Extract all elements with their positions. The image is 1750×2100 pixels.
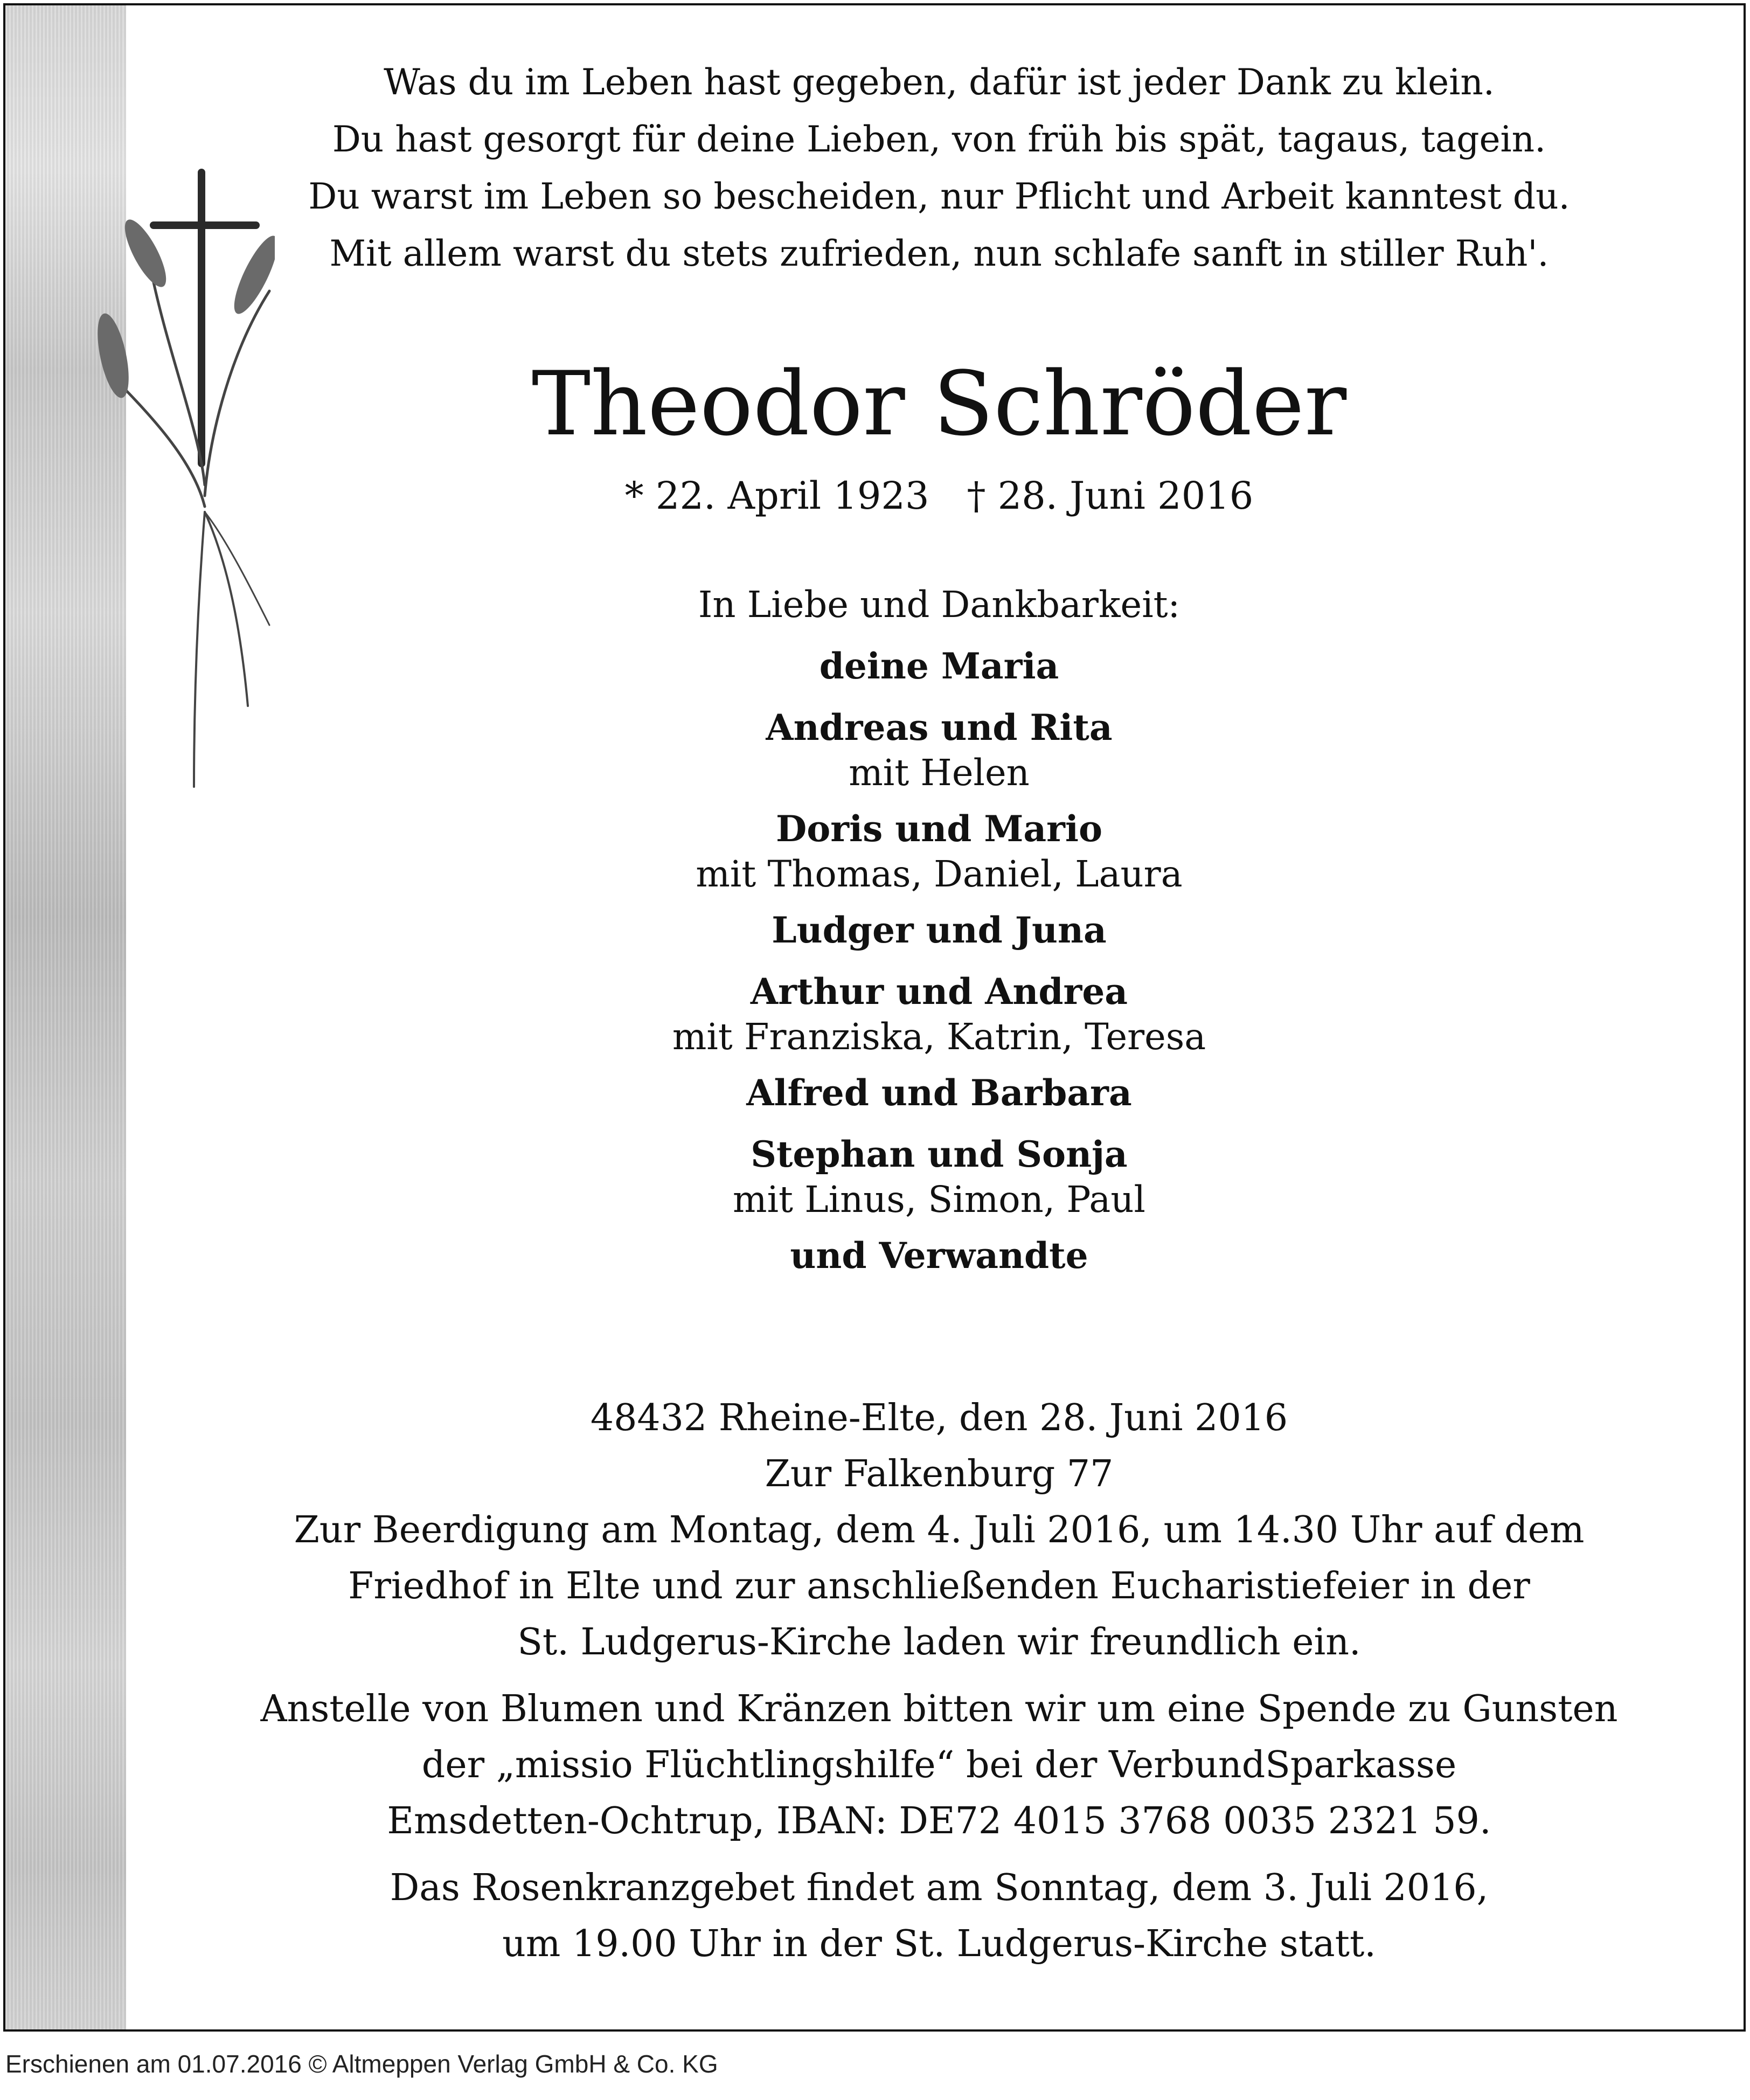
donation-info: Anstelle von Blumen und Kränzen bitten wir um eine Spende zu Gunsten: [260, 1688, 1618, 1730]
funeral-info: Friedhof in Elte und zur anschließenden Eucharistiefeier in der: [348, 1565, 1530, 1607]
poem: [135, 54, 1744, 282]
rosary-info: Das Rosenkranzgebet findet am Sonntag, dem 3. Juli 2016,: [390, 1867, 1489, 1909]
mourners-list: [135, 577, 1744, 1284]
donation-info: Emsdetten-Ochtrup, IBAN: DE72 4015 3768 0035 2321 59.: [387, 1800, 1491, 1842]
death-date: † 28. Juni 2016: [967, 474, 1254, 518]
mourner-names: Arthur und Andrea: [750, 971, 1128, 1013]
mourner-names: Andreas und Rita: [766, 706, 1113, 748]
life-dates: [135, 466, 1744, 525]
place-and-date: 48432 Rheine-Elte, den 28. Juni 2016: [590, 1397, 1288, 1439]
closing-section: [135, 1390, 1744, 1972]
donation-info: der „missio Flüchtlingshilfe“ bei der VerbundSparkasse: [421, 1744, 1457, 1786]
poem-line: Was du im Leben hast gegeben, dafür ist jeder Dank zu klein.: [384, 61, 1495, 103]
obituary-notice: [3, 3, 1746, 2032]
poem-line: Du warst im Leben so bescheiden, nur Pflicht und Arbeit kanntest du.: [308, 176, 1570, 217]
funeral-info: Zur Beerdigung am Montag, dem 4. Juli 2016, um 14.30 Uhr auf dem: [294, 1509, 1585, 1551]
mourner-names: Doris und Mario: [775, 808, 1103, 850]
rosary-info: um 19.00 Uhr in der St. Ludgerus-Kirche statt.: [502, 1923, 1376, 1965]
publication-footer: Erschienen am 01.07.2016 © Altmeppen Verlag GmbH & Co. KG: [5, 2050, 718, 2078]
mourners-intro: In Liebe und Dankbarkeit:: [698, 584, 1180, 626]
poem-line: Mit allem warst du stets zufrieden, nun schlafe sanft in stiller Ruh'.: [329, 233, 1549, 274]
street-address: Zur Falkenburg 77: [765, 1453, 1114, 1495]
poem-line: Du hast gesorgt für deine Lieben, von früh bis spät, tagaus, tagein.: [332, 119, 1546, 160]
mourner-children: mit Thomas, Daniel, Laura: [696, 853, 1183, 895]
mourner-names: Ludger und Juna: [772, 909, 1107, 951]
mourner-children: mit Franziska, Katrin, Teresa: [672, 1016, 1206, 1058]
birth-date: * 22. April 1923: [624, 474, 929, 518]
mourner-children: mit Linus, Simon, Paul: [733, 1179, 1145, 1221]
mourner-names: Stephan und Sonja: [751, 1133, 1128, 1175]
mourner-children: mit Helen: [849, 752, 1030, 794]
deceased-name: Theodor Schröder: [531, 352, 1347, 455]
mourner-names: und Verwandte: [790, 1235, 1088, 1277]
mourner-names: deine Maria: [819, 645, 1059, 687]
funeral-info: St. Ludgerus-Kirche laden wir freundlich ein.: [517, 1621, 1361, 1664]
mourner-names: Alfred und Barbara: [746, 1072, 1132, 1114]
